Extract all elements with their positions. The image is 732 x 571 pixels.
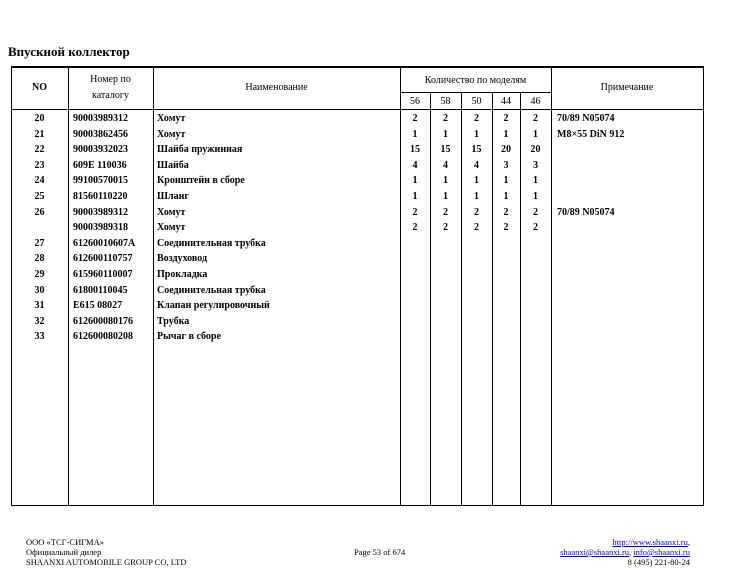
row-qty: 1 <box>533 175 538 187</box>
row-catalog-number: 90003989312 <box>73 113 128 124</box>
row-name: Рычаг в сборе <box>157 331 221 343</box>
footer-company <box>26 537 187 567</box>
row-catalog-number: E615 08027 <box>73 300 123 312</box>
row-qty: 2 <box>474 206 479 218</box>
page-title: Впускной коллектор <box>8 44 130 59</box>
website-link[interactable]: http://www.shaanxi.ru <box>612 537 688 547</box>
row-name: Соединительная трубка <box>157 237 266 249</box>
row-no: 33 <box>34 331 45 343</box>
row-catalog-number: 612600080208 <box>73 331 133 343</box>
row-catalog-number: 612600080176 <box>73 315 133 327</box>
header-model: 44 <box>501 96 511 107</box>
row-qty: 1 <box>412 128 418 140</box>
row-qty: 2 <box>412 113 418 124</box>
row-catalog-number: 615960110007 <box>73 269 133 280</box>
row-qty: 4 <box>443 159 448 171</box>
row-no: 20 <box>34 113 45 124</box>
header-catalog-line2: каталогу <box>92 90 129 101</box>
table-bottom-border <box>11 505 704 506</box>
header-qty-group: Количество по моделям <box>424 75 527 86</box>
link-separator: , <box>629 547 634 557</box>
row-note: 70/89 N05074 <box>557 206 615 218</box>
header-model: 46 <box>530 96 541 107</box>
row-name: Трубка <box>157 315 190 327</box>
row-qty: 15 <box>410 144 420 156</box>
row-name: Прокладка <box>157 269 208 280</box>
row-qty: 3 <box>533 159 538 171</box>
row-no: 32 <box>34 315 45 327</box>
row-qty: 2 <box>443 206 448 218</box>
row-qty: 20 <box>501 144 511 156</box>
row-no: 25 <box>34 191 45 202</box>
row-note: M8×55 DiN 912 <box>557 128 625 140</box>
row-qty: 2 <box>503 222 509 234</box>
row-qty: 3 <box>503 159 509 171</box>
row-qty: 4 <box>412 159 418 171</box>
row-catalog-number: 61800110045 <box>73 284 128 296</box>
row-qty: 20 <box>530 144 541 156</box>
col-divider <box>68 66 69 506</box>
row-qty: 2 <box>533 113 538 124</box>
row-qty: 1 <box>533 128 538 140</box>
row-qty: 4 <box>474 159 479 171</box>
row-no: 30 <box>34 284 45 296</box>
row-qty: 1 <box>474 128 479 140</box>
row-qty: 1 <box>503 128 509 140</box>
email-link[interactable]: info@shaanxi.ru <box>633 547 690 557</box>
col-divider <box>551 66 552 506</box>
row-name: Шайба пружинная <box>157 144 243 156</box>
row-qty: 2 <box>533 222 538 234</box>
row-catalog-number: 612600110757 <box>73 253 133 265</box>
table-top-border <box>11 66 704 68</box>
row-name: Клапан регулировочный <box>157 300 270 312</box>
row-qty: 1 <box>474 191 479 202</box>
row-no: 27 <box>34 237 45 249</box>
row-qty: 2 <box>533 206 538 218</box>
qty-subheader-line <box>400 92 551 93</box>
email-link[interactable]: shaanxi@shaanxi.ru <box>560 547 630 557</box>
row-qty: 2 <box>412 206 418 218</box>
footer-company-name: ООО «ТСГ-СИГМА» <box>26 537 104 547</box>
row-name: Хомут <box>157 128 186 140</box>
row-qty: 1 <box>503 175 509 187</box>
header-catalog-line1: Номер по <box>90 74 131 85</box>
footer-page-number: Page 53 of 674 <box>354 547 406 557</box>
row-catalog-number: 81560110220 <box>73 191 128 202</box>
row-name: Шланг <box>157 191 189 202</box>
row-qty: 2 <box>503 206 509 218</box>
row-note: 70/89 N05074 <box>557 113 615 124</box>
row-no: 28 <box>34 253 45 265</box>
col-divider <box>703 66 704 506</box>
row-qty: 1 <box>443 128 448 140</box>
parts-table <box>11 66 704 506</box>
row-qty: 1 <box>533 191 538 202</box>
col-divider <box>153 66 154 506</box>
row-qty: 2 <box>443 222 448 234</box>
row-qty: 1 <box>412 175 418 187</box>
header-bottom-line <box>11 109 704 110</box>
link-separator: , <box>687 537 690 547</box>
row-catalog-number: 90003989318 <box>73 222 128 234</box>
row-qty: 2 <box>412 222 418 234</box>
row-name: Соединительная трубка <box>157 284 266 296</box>
header-name: Наименование <box>245 82 308 93</box>
row-catalog-number: 90003932023 <box>73 144 128 156</box>
row-qty: 2 <box>474 222 479 234</box>
row-catalog-number: 609E 110036 <box>73 159 127 171</box>
row-name: Шайба <box>157 159 189 171</box>
row-name: Кронштейн в сборе <box>157 175 245 187</box>
row-qty: 2 <box>474 113 479 124</box>
header-model: 58 <box>440 96 451 107</box>
row-qty: 15 <box>471 144 482 156</box>
header-note: Примечание <box>600 82 654 93</box>
row-qty: 15 <box>440 144 451 156</box>
row-no: 21 <box>34 128 45 140</box>
row-catalog-number: 61260010607A <box>73 237 136 249</box>
row-no: 26 <box>34 206 45 218</box>
header-model: 50 <box>471 96 482 107</box>
row-no: 22 <box>34 144 45 156</box>
row-no: 24 <box>34 175 45 187</box>
row-name: Хомут <box>157 222 186 234</box>
row-qty: 1 <box>443 191 448 202</box>
row-qty: 1 <box>412 191 418 202</box>
row-qty: 1 <box>443 175 448 187</box>
row-name: Хомут <box>157 206 186 218</box>
footer-contacts <box>560 537 690 567</box>
row-catalog-number: 99100570015 <box>73 175 128 187</box>
row-qty: 2 <box>503 113 509 124</box>
row-name: Воздуховод <box>157 253 208 265</box>
footer-group: SHAANXI AUTOMOBILE GROUP CO, LTD <box>26 557 187 567</box>
row-no: 31 <box>34 300 45 312</box>
header-no: NO <box>32 82 47 93</box>
row-catalog-number: 90003862456 <box>73 128 128 140</box>
row-no: 29 <box>34 269 45 280</box>
row-no: 23 <box>34 159 45 171</box>
row-qty: 2 <box>443 113 448 124</box>
row-qty: 1 <box>474 175 479 187</box>
row-name: Хомут <box>157 113 186 124</box>
row-qty: 1 <box>503 191 509 202</box>
header-model: 56 <box>410 96 420 107</box>
phone-number: 8 (495) 221-80-24 <box>627 557 690 567</box>
row-catalog-number: 90003989312 <box>73 206 128 218</box>
footer-dealer: Официальный дилер <box>26 547 102 557</box>
